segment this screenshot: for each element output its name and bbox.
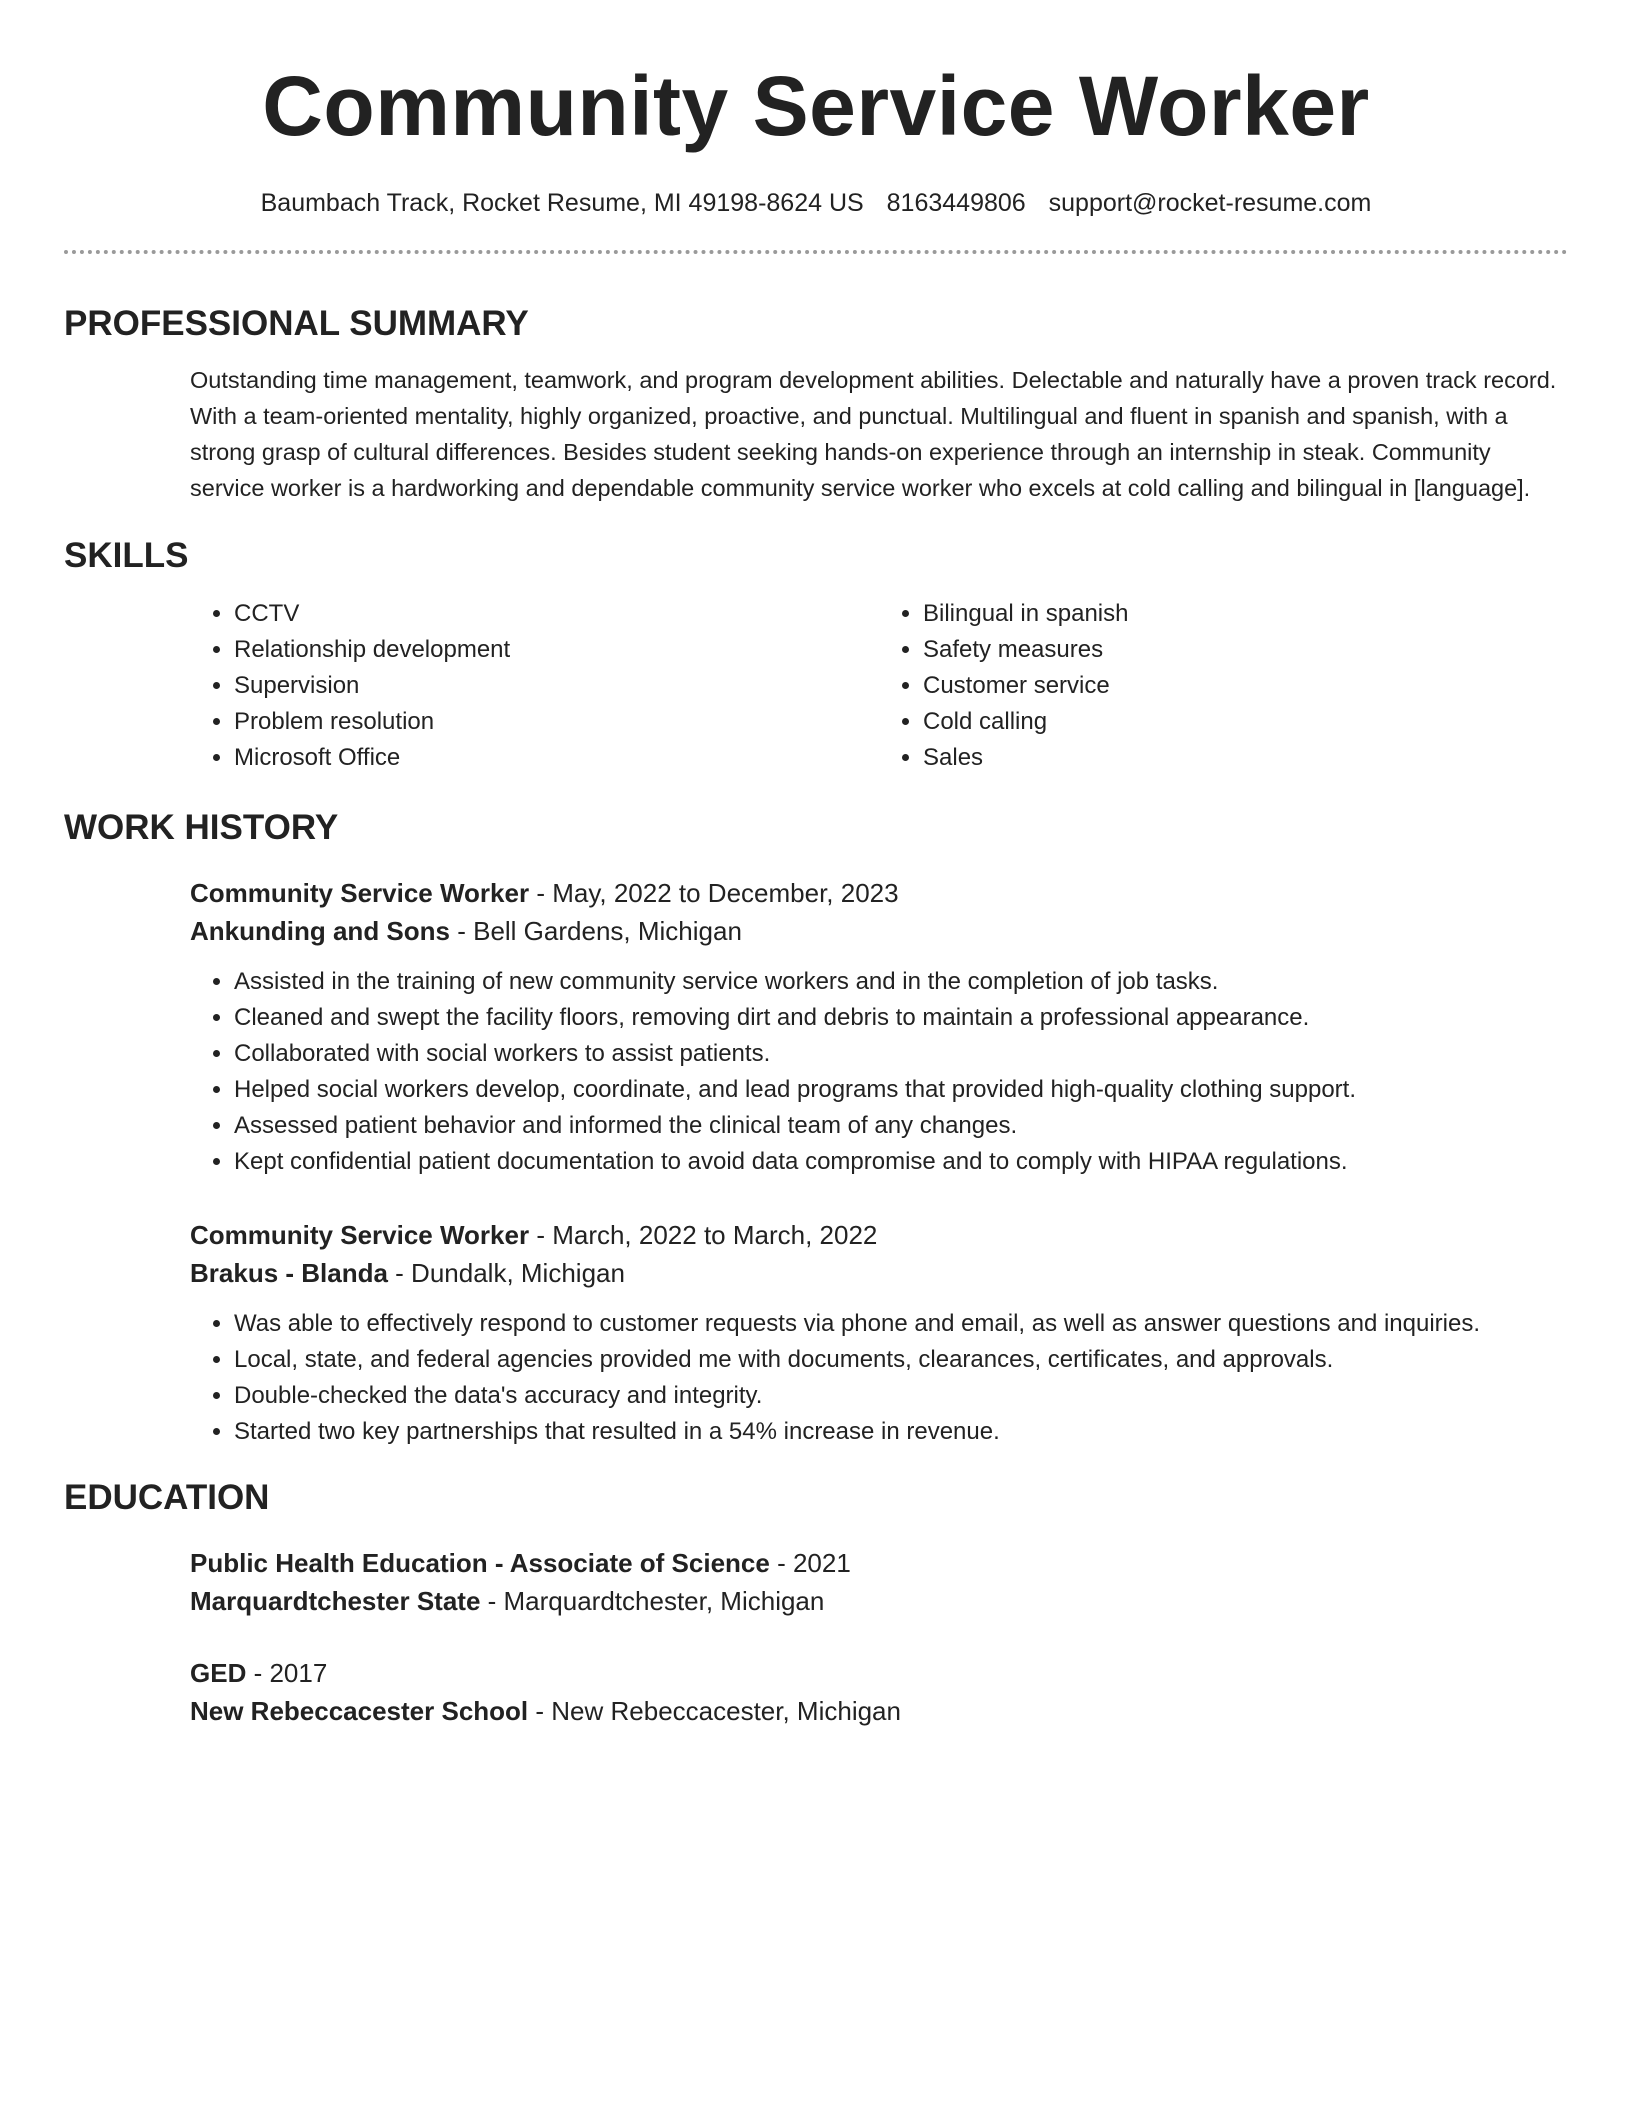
job-bullet: • Assisted in the training of new community service workers and in the completion of job tasks. bbox=[234, 964, 1568, 1000]
skill-item: • Relationship development bbox=[234, 632, 879, 668]
education-degree-line bbox=[190, 1654, 1568, 1692]
header-divider bbox=[64, 250, 1568, 254]
contact-email: support@rocket-resume.com bbox=[1048, 189, 1372, 217]
work-history-heading: WORK HISTORY bbox=[64, 808, 339, 847]
skill-item: • Supervision bbox=[234, 668, 879, 704]
contact-line bbox=[64, 186, 1568, 220]
skills-list-left bbox=[190, 596, 879, 776]
education-school: New Rebeccacester School bbox=[190, 1696, 529, 1726]
job-bullet: • Started two key partnerships that resulted in a 54% increase in revenue. bbox=[234, 1414, 1568, 1450]
job-dates: - March, 2022 to March, 2022 bbox=[529, 1220, 878, 1250]
job-bullet: • Assessed patient behavior and informed the clinical team of any changes. bbox=[234, 1108, 1568, 1144]
skills-heading: SKILLS bbox=[64, 536, 189, 575]
skill-item: • Cold calling bbox=[923, 704, 1568, 740]
job-role: Community Service Worker bbox=[190, 1220, 530, 1250]
job-location: - Dundalk, Michigan bbox=[387, 1258, 625, 1288]
job-title-line bbox=[190, 874, 1568, 912]
summary-heading: PROFESSIONAL SUMMARY bbox=[64, 304, 529, 343]
job-bullets bbox=[190, 1306, 1568, 1450]
contact-address: Baumbach Track, Rocket Resume, MI 49198-8624 US bbox=[260, 189, 864, 217]
education-degree-line bbox=[190, 1544, 1568, 1582]
education-heading: EDUCATION bbox=[64, 1478, 270, 1517]
job-bullets bbox=[190, 964, 1568, 1180]
education-entry bbox=[190, 1544, 1568, 1620]
skill-item: • Microsoft Office bbox=[234, 740, 879, 776]
education-year: - 2021 bbox=[769, 1548, 851, 1578]
job-bullet: • Kept confidential patient documentation to avoid data compromise and to comply with HIPAA regulations. bbox=[234, 1144, 1568, 1180]
education-degree: Public Health Education - Associate of Science bbox=[190, 1548, 770, 1578]
skill-item: • Customer service bbox=[923, 668, 1568, 704]
job-bullet: • Was able to effectively respond to customer requests via phone and email, as well as answer questions and inquiries. bbox=[234, 1306, 1568, 1342]
resume-name: Community Service Worker bbox=[262, 59, 1370, 153]
education-school-line bbox=[190, 1582, 1568, 1620]
job-bullet: • Double-checked the data's accuracy and integrity. bbox=[234, 1378, 1568, 1414]
education-degree: GED bbox=[190, 1658, 247, 1688]
job-bullet: • Cleaned and swept the facility floors, removing dirt and debris to maintain a professional appearance. bbox=[234, 1000, 1568, 1036]
job-company-line bbox=[190, 912, 1568, 950]
summary-text: Outstanding time management, teamwork, and program development abilities. Delectable and naturally have a proven track record. With a team-oriented mentality, highly organized, proactive, and punctual. Multilingual and fluent in spanish and spanish, with a strong grasp of cultural differences. Besides student seeking hands-on experience through an internship in steak. Community service worker is a hardworking and dependable community service worker who excels at cold calling and bilingual in [language]. bbox=[190, 367, 1557, 501]
skill-item: • Safety measures bbox=[923, 632, 1568, 668]
education-location: - New Rebeccacester, Michigan bbox=[528, 1696, 901, 1726]
job-dates: - May, 2022 to December, 2023 bbox=[529, 878, 899, 908]
education-location: - Marquardtchester, Michigan bbox=[480, 1586, 825, 1616]
skill-item: • Bilingual in spanish bbox=[923, 596, 1568, 632]
summary-section bbox=[190, 362, 1568, 506]
job-entry bbox=[190, 874, 1568, 1180]
job-bullet: • Local, state, and federal agencies provided me with documents, clearances, certificates, and approvals. bbox=[234, 1342, 1568, 1378]
skills-list-right bbox=[879, 596, 1568, 776]
job-entry bbox=[190, 1216, 1568, 1450]
education-year: - 2017 bbox=[246, 1658, 328, 1688]
education-section bbox=[190, 1544, 1568, 1730]
job-company: Ankunding and Sons bbox=[190, 916, 450, 946]
education-entry bbox=[190, 1654, 1568, 1730]
job-title-line bbox=[190, 1216, 1568, 1254]
skill-item: • CCTV bbox=[234, 596, 879, 632]
job-location: - Bell Gardens, Michigan bbox=[450, 916, 742, 946]
education-school-line bbox=[190, 1692, 1568, 1730]
skill-item: • Sales bbox=[923, 740, 1568, 776]
contact-phone: 8163449806 bbox=[886, 189, 1026, 217]
job-role: Community Service Worker bbox=[190, 878, 530, 908]
skill-item: • Problem resolution bbox=[234, 704, 879, 740]
job-company-line bbox=[190, 1254, 1568, 1292]
skills-section bbox=[190, 596, 1568, 776]
job-bullet: • Collaborated with social workers to assist patients. bbox=[234, 1036, 1568, 1072]
work-history-section bbox=[190, 874, 1568, 1450]
job-company: Brakus - Blanda bbox=[190, 1258, 388, 1288]
education-school: Marquardtchester State bbox=[190, 1586, 481, 1616]
job-bullet: • Helped social workers develop, coordinate, and lead programs that provided high-quality clothing support. bbox=[234, 1072, 1568, 1108]
